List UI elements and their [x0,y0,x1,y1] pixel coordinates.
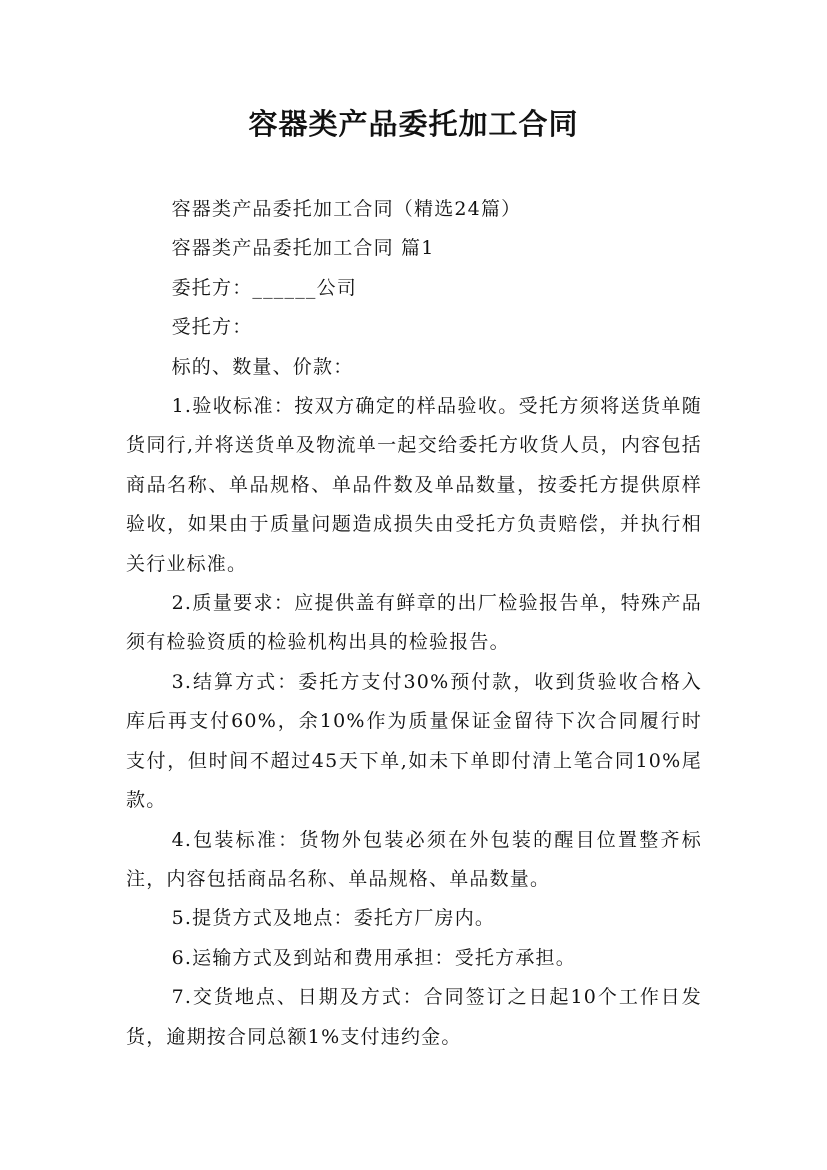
paragraph-contractor: 受托方： [171,316,253,339]
paragraph-packaging-standard: 4.包装标准：货物外包装必须在外包装的醒目位置整齐标注，内容包括商品名称、单品规格、单品数量。 [126,828,702,890]
paragraph-pickup-method: 5.提货方式及地点：委托方厂房内。 [171,907,496,930]
paragraph-quality-requirement: 2.质量要求：应提供盖有鲜章的出厂检验报告单，特殊产品须有检验资质的检验机构出具的检验报告。 [126,592,702,654]
paragraph-section-heading: 容器类产品委托加工合同 篇1 [171,237,435,260]
paragraph-client: 委托方：______公司 [171,276,357,299]
paragraph-subject: 标的、数量、价款： [171,355,354,378]
paragraph-subtitle: 容器类产品委托加工合同（精选24篇） [171,198,522,220]
paragraph-acceptance-standard: 1.验收标准：按双方确定的样品验收。受托方须将送货单随货同行,并将送货单及物流单一起交给委托方收货人员，内容包括商品名称、单品规格、单品件数及单品数量，按委托方提供原样验收，如果由于质量问题造成损失由受托方负责赔偿，并执行相关行业标准。 [126,395,702,575]
paragraph-delivery-terms: 7.交货地点、日期及方式：合同签订之日起10个工作日发货，逾期按合同总额1%支付违约金。 [126,986,702,1048]
paragraph-transport-method: 6.运输方式及到站和费用承担：受托方承担。 [171,946,576,969]
paragraph-settlement-method: 3.结算方式：委托方支付30%预付款，收到货验收合格入库后再支付60%，余10%作为质量保证金留待下次合同履行时支付，但时间不超过45天下单,如未下单即付清上笔合同10%尾款。 [126,670,702,812]
document-title: 容器类产品委托加工合同 [248,107,579,141]
document-body [126,190,702,1057]
